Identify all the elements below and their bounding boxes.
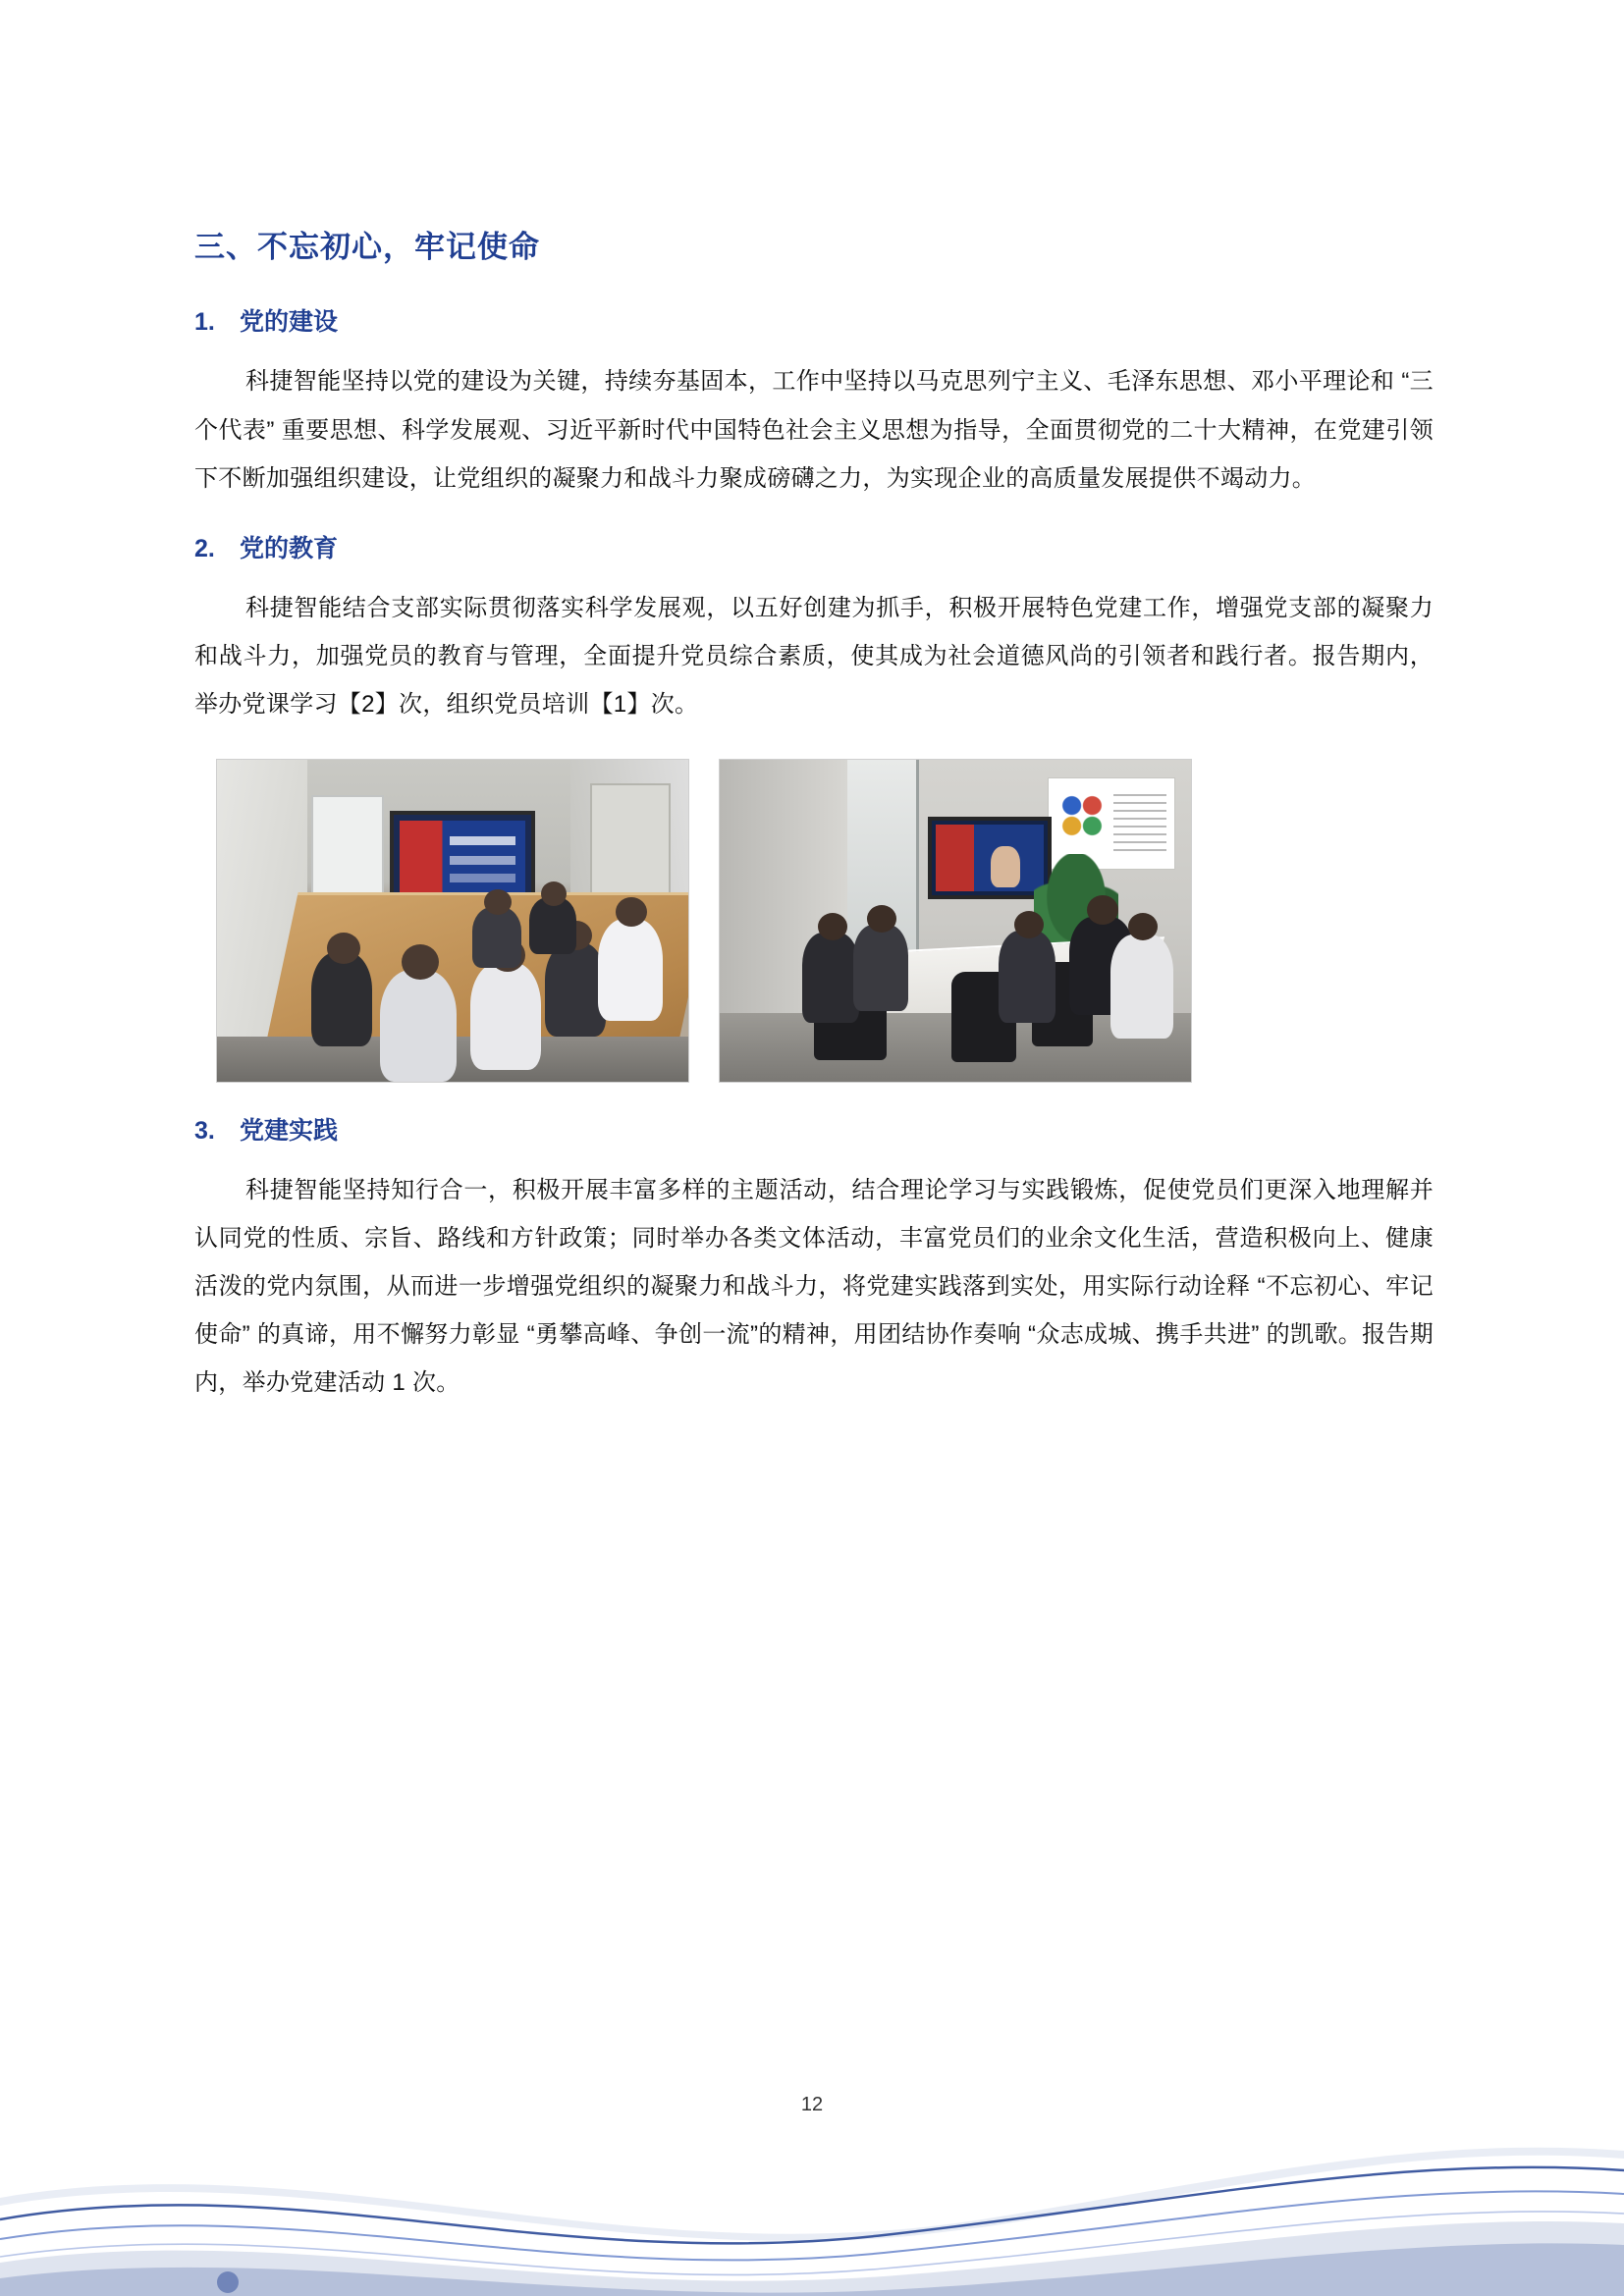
section-party-construction: [194, 305, 1434, 503]
section-title-1: 党的建设: [240, 308, 339, 337]
section-party-practice: [194, 1114, 1434, 1408]
section-heading-1: [194, 305, 1434, 340]
section-body-2: 科捷智能结合支部实际贯彻落实科学发展观，以五好创建为抓手，积极开展特色党建工作，增强党支部的凝聚力和战斗力，加强党员的教育与管理，全面提升党员综合素质，使其成为社会道德风尚的引领者和践行者。报告期内，举办党课学习【2】次，组织党员培训【1】次。: [194, 594, 1434, 719]
photo-party-class: [216, 759, 689, 1083]
photo-group: [216, 759, 1434, 1083]
section-party-education: [194, 532, 1434, 1083]
section-title-2: 党的教育: [240, 534, 339, 562]
section-number-2: 2.: [194, 534, 215, 562]
page-content: [194, 226, 1434, 1436]
section-body-3: 科捷智能坚持知行合一，积极开展丰富多样的主题活动，结合理论学习与实践锻炼，促使党员们更深入地理解并认同党的性质、宗旨、路线和方针政策；同时举办各类文体活动，丰富党员们的业余文化生活，营造积极向上、健康活泼的党内氛围，从而进一步增强党组织的凝聚力和战斗力，将党建实践落到实处，用实际行动诠释 “不忘初心、牢记使命” 的真谛，用不懈努力彰显 “勇攀高峰、争创一流”的精神，用团结协作奏响 “众志成城、携手共进” 的凯歌。报告期内，举办党建活动 1 次。: [194, 1176, 1434, 1397]
photo-party-training: [719, 759, 1192, 1083]
wave-graphic: [0, 2090, 1624, 2296]
section-title-3: 党建实践: [240, 1116, 339, 1145]
page-title: 三、不忘初心，牢记使命: [194, 230, 540, 264]
section-number-3: 3.: [194, 1116, 215, 1145]
page-number: 12: [800, 2094, 824, 2115]
section-heading-2: [194, 532, 1434, 566]
section-body-1: 科捷智能坚持以党的建设为关键，持续夯基固本，工作中坚持以马克思列宁主义、毛泽东思想、邓小平理论和 “三个代表” 重要思想、科学发展观、习近平新时代中国特色社会主义思想为指导，全面贯彻党的二十大精神，在党建引领下不断加强组织建设，让党组织的凝聚力和战斗力聚成磅礴之力，为实现企业的高质量发展提供不竭动力。: [194, 368, 1434, 492]
section-heading-3: [194, 1114, 1434, 1148]
footer-decoration: [0, 2090, 1624, 2296]
section-number-1: 1.: [194, 308, 215, 337]
